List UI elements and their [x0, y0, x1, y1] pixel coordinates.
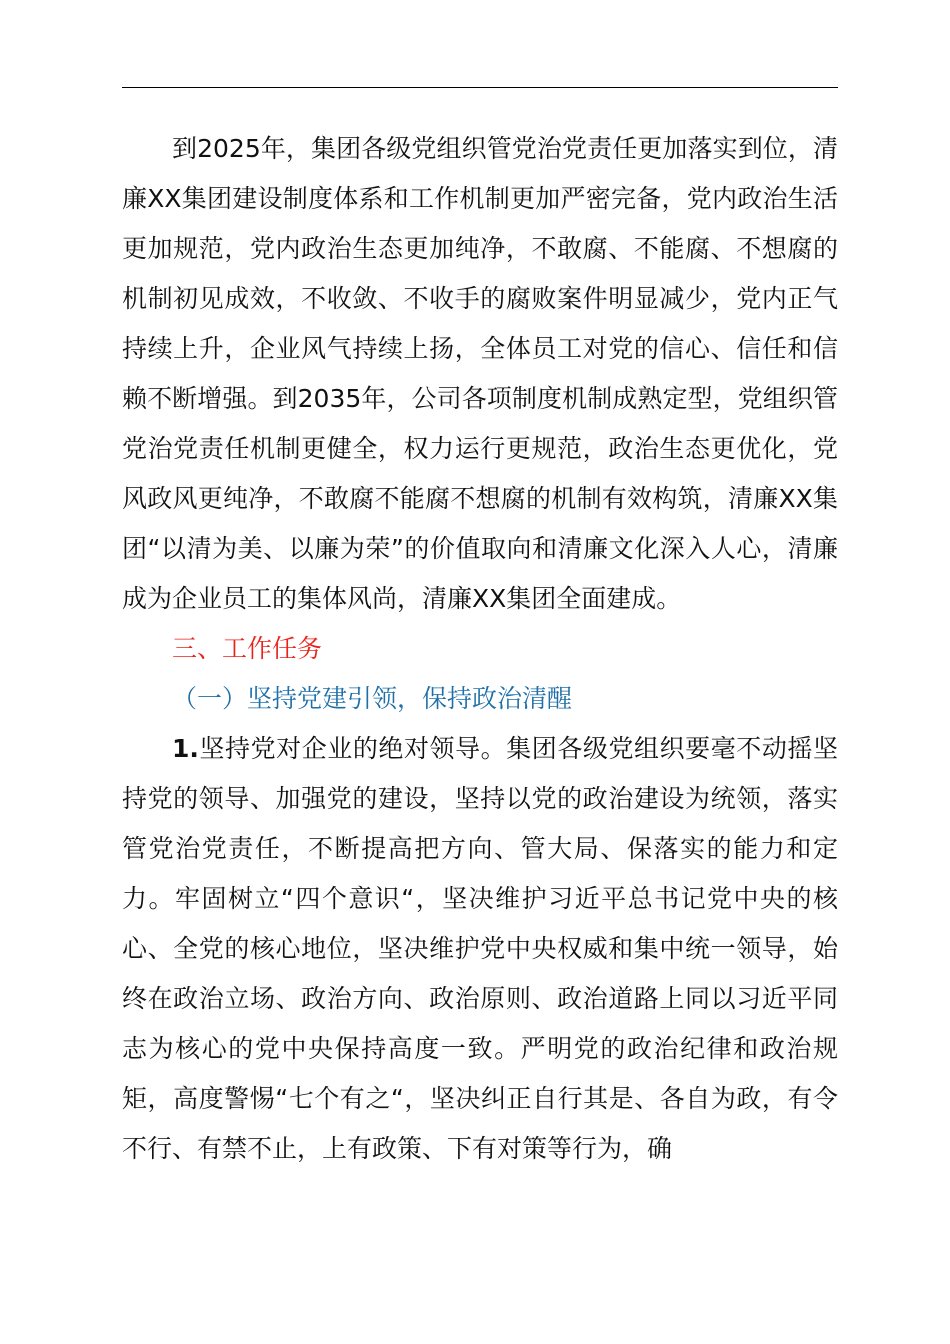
task-item-1 [122, 724, 838, 1174]
task-item-text: 坚持党对企业的绝对领导。集团各级党组织要毫不动摇坚持党的领导、加强党的建设，坚持以党的政治建设为统领，落实管党治党责任，不断提高把方向、管大局、保落实的能力和定力。牢固树立“四个意识“，坚决维护习近平总书记党中央的核心、全党的核心地位，坚决维护党中央权威和集中统一领导，始终在政治立场、政治方向、政治原则、政治道路上同以习近平同志为核心的党中央保持高度一致。严明党的政治纪律和政治规矩，高度警惕“七个有之“，坚决纠正自行其是、各自为政，有令不行、有禁不止，上有政策、下有对策等行为，确 [122, 734, 838, 1163]
document-body [122, 124, 838, 1174]
section-heading: 三、工作任务 [172, 634, 323, 663]
task-item-number: 1. [172, 734, 199, 763]
subsection-heading: （一）坚持党建引领，保持政治清醒 [172, 684, 573, 713]
goals-paragraph: 到2025年，集团各级党组织管党治党责任更加落实到位，清廉XX集团建设制度体系和工作机制更加严密完备，党内政治生活更加规范，党内政治生态更加纯净，不敢腐、不能腐、不想腐的机制初见成效，不收敛、不收手的腐败案件明显减少，党内正气持续上升，企业风气持续上扬，全体员工对党的信心、信任和信赖不断增强。到2035年，公司各项制度机制成熟定型，党组织管党治党责任机制更健全，权力运行更规范，政治生态更优化，党风政风更纯净，不敢腐不能腐不想腐的机制有效构筑，清廉XX集团“以清为美、以廉为荣”的价值取向和清廉文化深入人心，清廉成为企业员工的集体风尚，清廉XX集团全面建成。 [122, 134, 838, 613]
header-rule [122, 87, 838, 88]
